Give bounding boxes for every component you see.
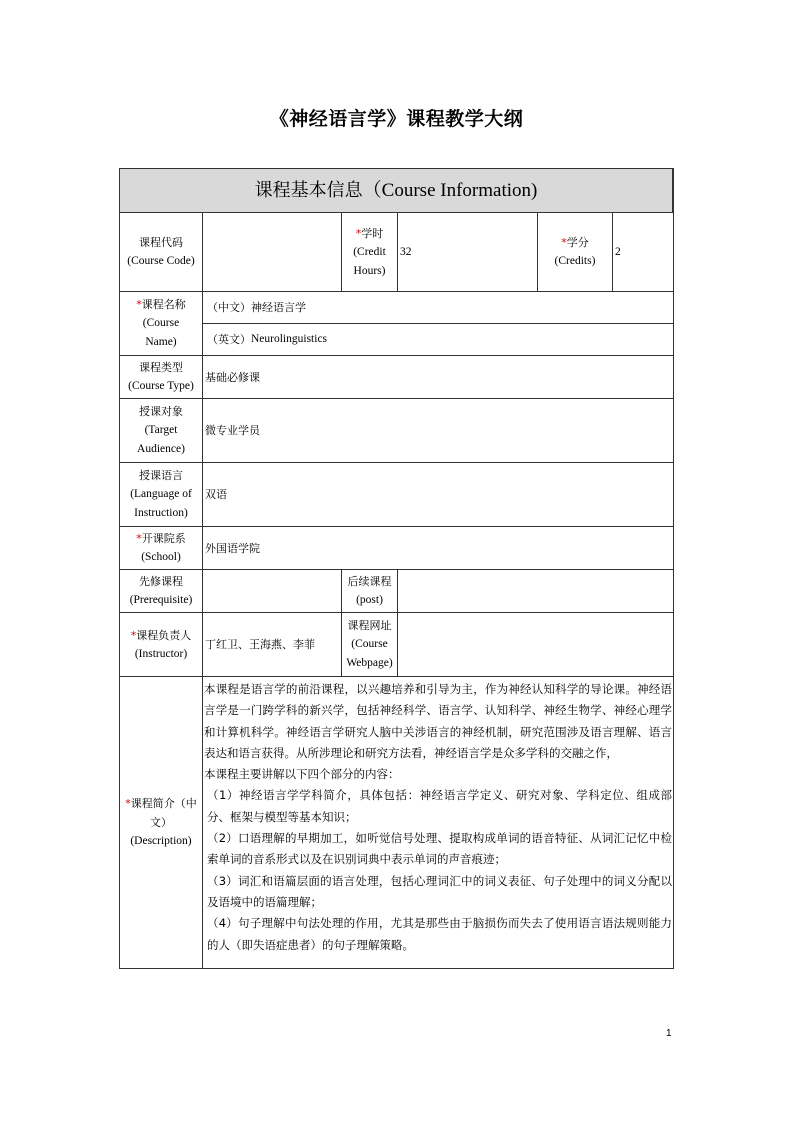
instructor-value: 丁红卫、王海燕、李菲 [203,613,342,677]
post-course-value [398,570,673,613]
instruction-language-value: 双语 [203,463,673,527]
prerequisite-value [203,570,342,613]
course-info-table [119,168,674,969]
course-code-value [203,213,342,292]
description-paragraph: 本课程主要讲解以下四个部分的内容： [204,767,400,782]
description-label: *课程简介（中 文） (Description) [120,677,203,968]
course-type-value: 基础必修课 [203,356,673,399]
course-webpage-label: 课程网址 (Course Webpage) [342,613,398,677]
credits-label: *学分 (Credits) [538,213,613,292]
description-paragraph: 本课程是语言学的前沿课程，以兴趣培养和引导为主，作为神经认知科学的导论课。神经语言学是一门跨学科的新兴学，包括神经科学、语言学、认知科学、神经生物学、神经心理学和计算机科学。神经语言学研究人脑中关涉语言的神经机制，研究范围涉及语言理解、语言表达和语言获得。从所涉理论和研究方法看，神经语言学是众多学科的交融之作， [204,682,672,760]
description-paragraph: （3）词汇和语篇层面的语言处理，包括心理词汇中的词义表征、句子处理中的词义分配以及语境中的语篇理解； [207,873,672,909]
section-header-en: （Course Information) [362,180,538,201]
section-header [120,169,673,213]
school-value: 外国语学院 [203,527,673,570]
course-type-label: 课程类型 (Course Type) [120,356,203,399]
description-paragraph: （1）神经语言学学科简介，具体包括：神经语言学定义、研究对象、学科定位、组成部分、框架与模型等基本知识； [207,788,672,824]
target-audience-value: 微专业学员 [203,399,673,463]
course-name-en: （英文） Neurolinguistics [203,324,673,356]
prerequisite-label: 先修课程 (Prerequisite) [120,570,203,613]
credits-value: 2 [613,213,673,292]
instruction-language-label: 授课语言 (Language of Instruction) [120,463,203,527]
course-name-zh: （中文） 神经语言学 [203,292,673,324]
post-course-label: 后续课程 (post) [342,570,398,613]
description-paragraph: （2）口语理解的早期加工，如听觉信号处理、提取构成单词的语音特征、从词汇记忆中检索单词的音系形式以及在识别词典中表示单词的声音痕迹； [207,831,672,867]
school-label: *开课院系 (School) [120,527,203,570]
document-title: 《神经语言学》课程教学大纲 [269,108,524,130]
course-code-label: 课程代码 (Course Code) [120,213,203,292]
description-paragraph: （4）句子理解中句法处理的作用，尤其是那些由于脑损伤而失去了使用语言语法规则能力的人（即失语症患者）的句子理解策略。 [207,916,672,952]
instructor-label: *课程负责人 (Instructor) [120,613,203,677]
course-name-label: *课程名称 (Course Name) [120,292,203,356]
credit-hours-label: *学时 (Credit Hours) [342,213,398,292]
course-webpage-value [398,613,673,677]
target-audience-label: 授课对象 (Target Audience) [120,399,203,463]
credit-hours-value: 32 [398,213,538,292]
description-value [203,677,673,968]
page-number: 1 [666,1028,672,1039]
section-header-zh: 课程基本信息 [254,180,363,201]
